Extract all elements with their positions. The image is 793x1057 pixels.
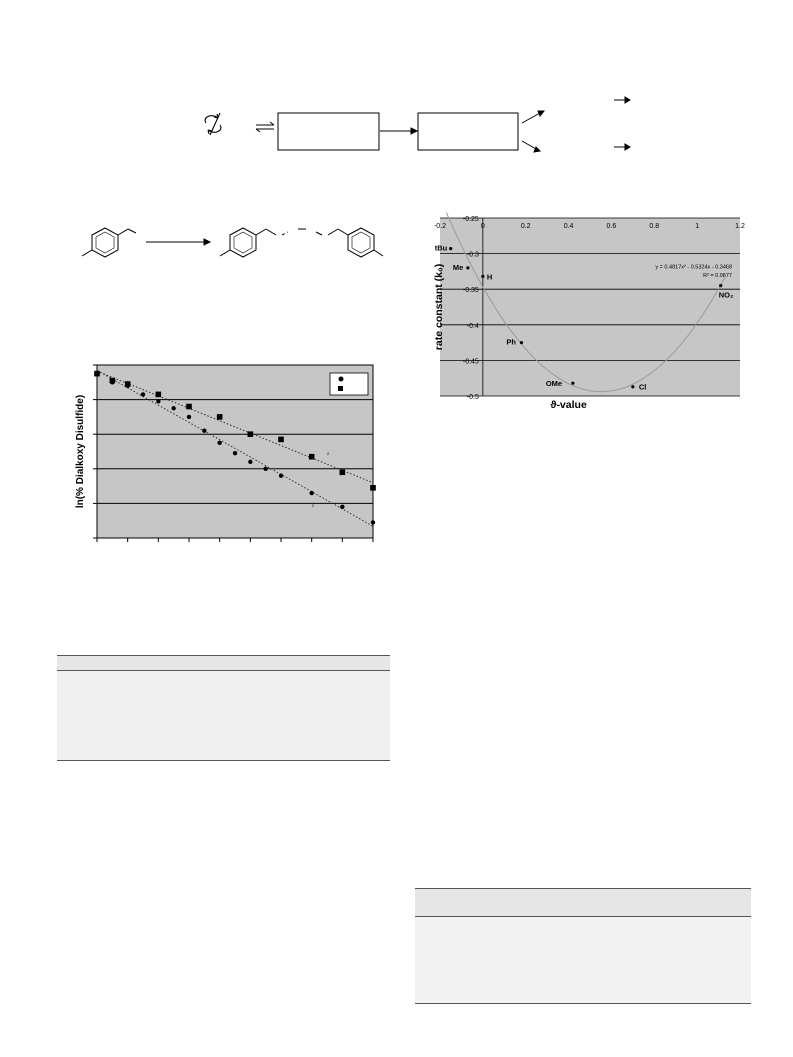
y-tick-label-1: -0.3 xyxy=(466,251,479,259)
x-tick-label-7: 1.2 xyxy=(735,223,745,230)
table-2 xyxy=(415,888,751,1006)
point-1 xyxy=(466,266,469,269)
x-tick-label-3: 0.4 xyxy=(563,223,574,230)
point-s1-0 xyxy=(94,371,100,377)
table-2-header xyxy=(415,889,751,916)
disulfide-kinetics-svg xyxy=(70,360,385,545)
table-2-bottom-rule xyxy=(415,1003,751,1004)
legend xyxy=(330,373,368,395)
point-s0-14 xyxy=(340,505,344,509)
point-s0-7 xyxy=(202,429,206,433)
intermediate-box-1 xyxy=(278,113,379,150)
fit-label-series-0: 2 xyxy=(311,502,314,508)
hammett-svg xyxy=(428,210,748,420)
fit-label-series-1: 2 xyxy=(327,450,330,456)
point-label-3: Ph xyxy=(506,337,517,347)
point-s0-6 xyxy=(187,415,191,419)
r-squared: R² = 0.9877 xyxy=(703,273,732,280)
table-1-body xyxy=(57,671,390,760)
point-label-1: Me xyxy=(452,262,464,272)
point-s0-5 xyxy=(171,406,175,410)
table-1-header xyxy=(57,656,390,670)
point-s0-15 xyxy=(371,520,375,524)
rotation-icon xyxy=(205,113,221,135)
table-1-bottom-rule xyxy=(57,760,390,761)
point-label-4: OMe xyxy=(545,379,563,389)
point-s0-10 xyxy=(248,460,252,464)
point-s0-4 xyxy=(156,399,160,403)
point-s0-8 xyxy=(217,441,221,445)
table-2-body xyxy=(415,917,751,1003)
y-tick-label-4: -0.45 xyxy=(462,358,479,366)
y-tick-label-2: -0.35 xyxy=(462,287,479,295)
forward-arrow xyxy=(380,128,417,134)
x-tick-label-4: 0.6 xyxy=(606,223,617,230)
point-5 xyxy=(631,385,634,388)
reactant-structure xyxy=(82,228,136,257)
plot-area xyxy=(440,218,740,396)
x-tick-label-1: 0 xyxy=(480,223,485,230)
point-s1-10 xyxy=(370,485,376,491)
y-axis-label: ln(% Dialkoxy Disulfide) xyxy=(75,394,86,509)
intermediate-box-2 xyxy=(418,113,518,150)
legend-box xyxy=(330,373,368,395)
point-s0-11 xyxy=(263,467,267,471)
product-structure xyxy=(220,228,383,257)
y-tick-label-0: -0.25 xyxy=(462,216,479,223)
point-label-5: Cl xyxy=(638,382,647,392)
point-s0-13 xyxy=(309,491,313,495)
x-tick-label-5: 0.8 xyxy=(649,223,660,230)
point-label-6: NO₂ xyxy=(718,290,734,300)
point-0 xyxy=(449,247,452,250)
x-axis-label: ϑ-value xyxy=(550,399,587,411)
point-label-0: tBu xyxy=(434,243,448,253)
x-tick-label-6: 1 xyxy=(695,223,700,230)
x-tick-label-2: 0.2 xyxy=(520,223,531,230)
y-tick-label-3: -0.4 xyxy=(466,322,479,330)
table-1 xyxy=(57,655,390,762)
point-s0-12 xyxy=(279,474,283,478)
point-s1-3 xyxy=(156,392,162,398)
point-label-2: H xyxy=(486,272,493,282)
point-s1-8 xyxy=(309,454,315,460)
point-s0-9 xyxy=(233,451,237,455)
point-s1-1 xyxy=(110,378,116,384)
point-s1-9 xyxy=(340,469,346,475)
x-tick-label-0: -0.2 xyxy=(433,223,447,230)
point-s1-5 xyxy=(217,414,223,420)
legend-marker-square xyxy=(338,386,343,391)
branch-arrows xyxy=(522,111,544,152)
structure-scheme xyxy=(70,215,390,275)
point-s1-4 xyxy=(186,404,192,410)
reaction-arrow xyxy=(146,239,210,245)
fit-equation: y = 0.4817x² - 0.5324x - 0.3468 xyxy=(655,264,732,271)
point-s0-3 xyxy=(141,392,145,396)
point-s1-7 xyxy=(278,437,284,443)
product-arrows xyxy=(614,97,630,150)
disulfide-kinetics-chart xyxy=(70,360,385,545)
reaction-scheme xyxy=(190,85,650,160)
hammett-chart xyxy=(428,210,748,420)
point-s1-2 xyxy=(125,381,131,387)
y-tick-label-5: -0.5 xyxy=(466,394,479,401)
legend-marker-circle xyxy=(339,377,344,382)
point-3 xyxy=(520,341,523,344)
point-s1-6 xyxy=(248,431,254,437)
equilibrium-arrows xyxy=(256,122,274,132)
point-4 xyxy=(571,382,574,385)
point-2 xyxy=(481,275,484,278)
point-6 xyxy=(719,284,722,287)
y-axis-label: rate constant (k₀) xyxy=(433,263,445,351)
